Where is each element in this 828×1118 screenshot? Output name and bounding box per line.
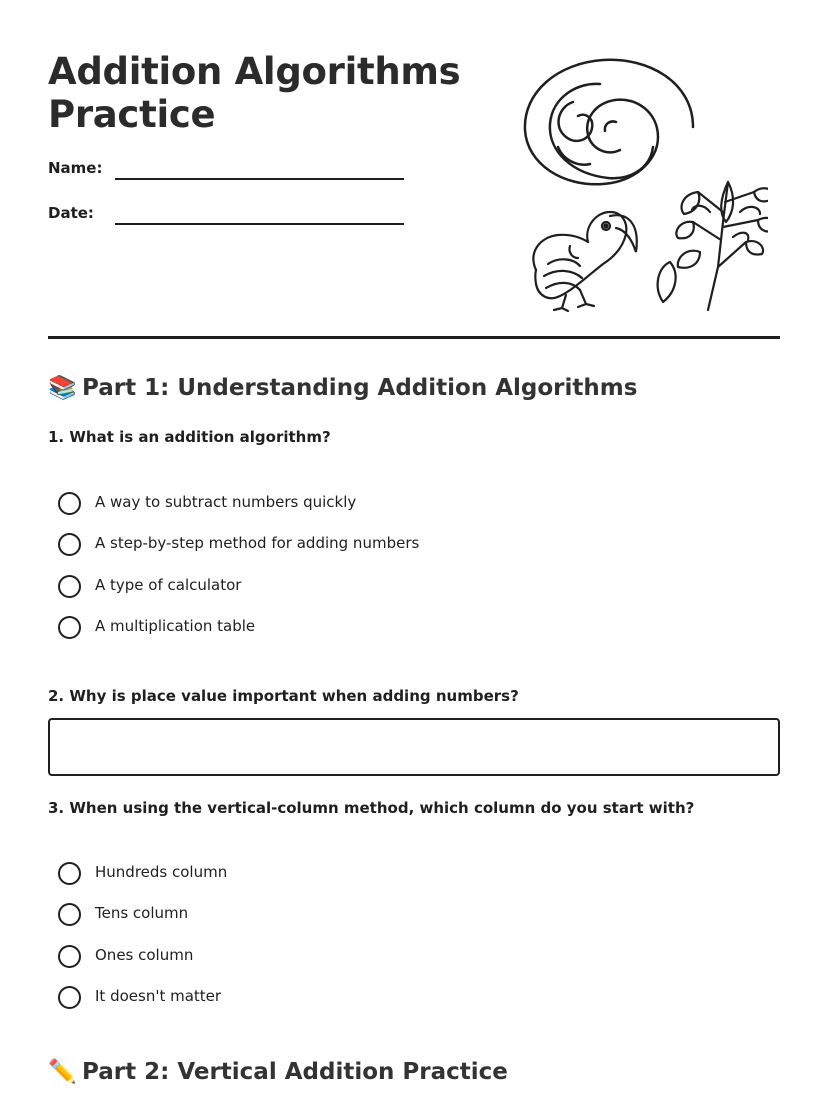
option-label: Ones column [95, 946, 194, 964]
worksheet-page [48, 0, 780, 1085]
q1-option-3[interactable] [58, 575, 558, 599]
part-1-heading-text: Part 1: Understanding Addition Algorithms [82, 375, 638, 401]
question-3: 3. When using the vertical-column method, which column do you start with? [48, 799, 695, 817]
option-label: A way to subtract numbers quickly [95, 493, 357, 511]
q3-option-2[interactable] [58, 903, 558, 927]
option-label: Tens column [95, 904, 189, 922]
name-label: Name: [48, 159, 103, 177]
radio-button[interactable] [58, 903, 81, 926]
title-line-1: Addition Algorithms [48, 50, 461, 93]
radio-button[interactable] [58, 492, 81, 515]
option-label: It doesn't matter [95, 987, 222, 1005]
radio-button[interactable] [58, 616, 81, 639]
q1-option-1[interactable] [58, 492, 558, 516]
radio-button[interactable] [58, 945, 81, 968]
decorative-illustration [518, 52, 768, 314]
name-field-row [48, 159, 408, 189]
fern-tree-icon [658, 182, 768, 310]
radio-button[interactable] [58, 533, 81, 556]
date-label: Date: [48, 204, 94, 222]
option-label: Hundreds column [95, 863, 228, 881]
q1-option-4[interactable] [58, 616, 558, 640]
pencil-icon: ✏️ [48, 1059, 77, 1085]
part-2-heading-text: Part 2: Vertical Addition Practice [82, 1059, 508, 1085]
part-1-heading [48, 374, 637, 401]
worksheet-header [48, 0, 780, 340]
books-icon: 📚 [48, 375, 77, 401]
q3-option-3[interactable] [58, 945, 558, 969]
radio-button[interactable] [58, 986, 81, 1009]
bird-icon [533, 212, 636, 311]
name-field[interactable] [115, 178, 404, 180]
q3-option-1[interactable] [58, 862, 558, 886]
title-line-2: Practice [48, 93, 216, 136]
question-1: 1. What is an addition algorithm? [48, 428, 331, 446]
koru-spiral-icon [525, 60, 693, 185]
q1-option-2[interactable] [58, 533, 558, 557]
worksheet-title [48, 50, 468, 136]
radio-button[interactable] [58, 575, 81, 598]
q2-answer-box[interactable] [48, 718, 780, 776]
radio-button[interactable] [58, 862, 81, 885]
option-label: A type of calculator [95, 576, 242, 594]
part-2-heading [48, 1058, 508, 1085]
date-field-row [48, 204, 408, 234]
q3-option-4[interactable] [58, 986, 558, 1010]
option-label: A multiplication table [95, 617, 256, 635]
date-field[interactable] [115, 223, 404, 225]
question-2: 2. Why is place value important when adding numbers? [48, 687, 519, 705]
header-divider [48, 336, 780, 339]
option-label: A step-by-step method for adding numbers [95, 534, 420, 552]
